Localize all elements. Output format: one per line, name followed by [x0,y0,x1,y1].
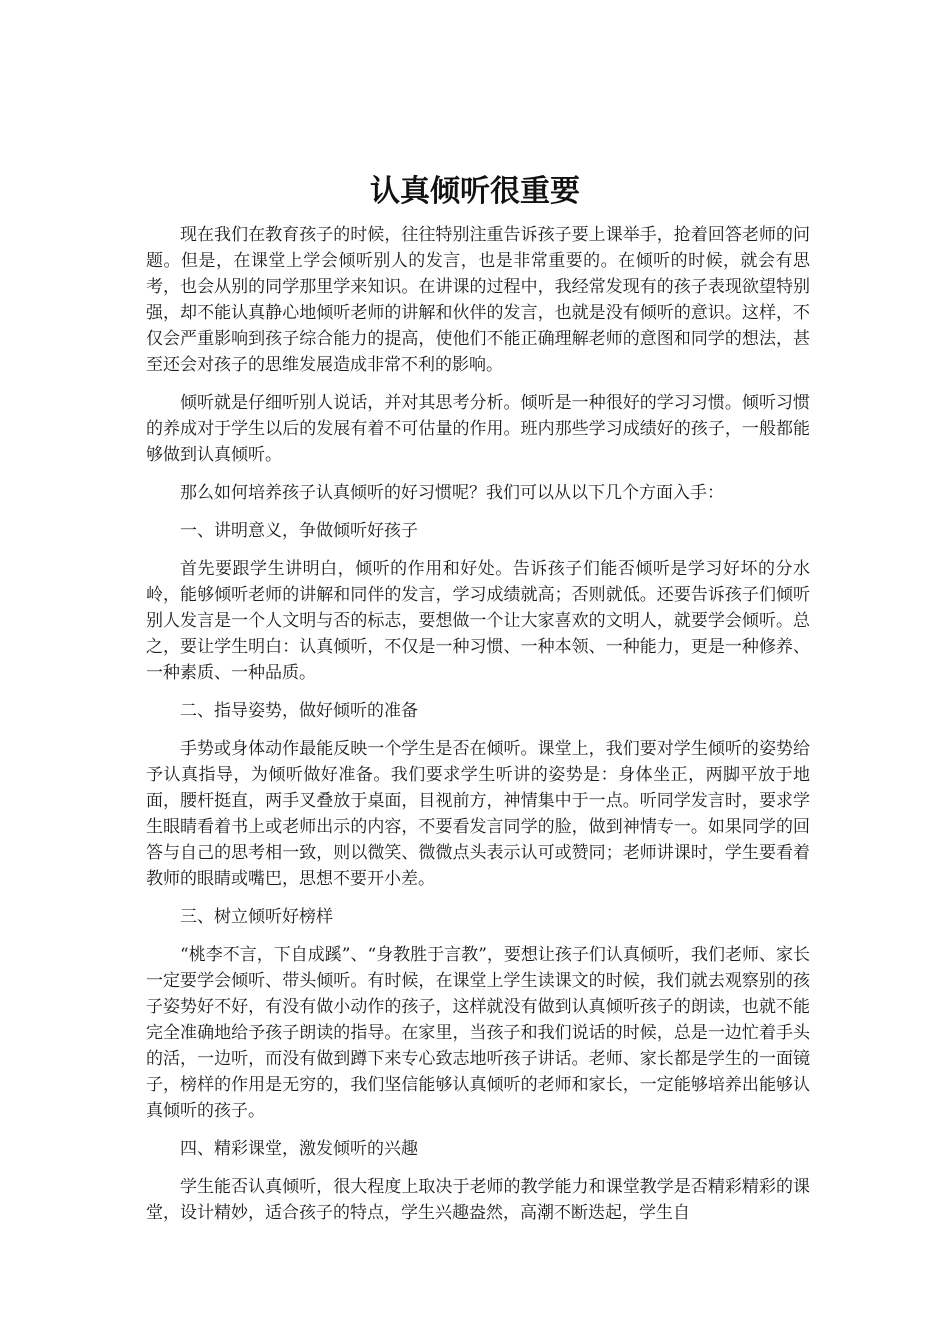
section-heading-1: 一、讲明意义，争做倾听好孩子 [180,521,418,541]
paragraph-section-4: 学生能否认真倾听，很大程度上取决于老师的教学能力和课堂教学是否精彩精彩的课堂，设计精妙，适合孩子的特点，学生兴趣盎然，高潮不断迭起，学生自 [146,1177,810,1223]
document-body [146,222,810,1238]
paragraph-question: 那么如何培养孩子认真倾听的好习惯呢？我们可以从以下几个方面入手： [180,483,724,503]
paragraph-intro: 现在我们在教育孩子的时候，往往特别注重告诉孩子要上课举手，抢着回答老师的问题。但是，在课堂上学会倾听别人的发言，也是非常重要的。在倾听的时候，就会有思考，也会从别的同学那里学来知识。在讲课的过程中，我经常发现有的孩子表现欲望特别强，却不能认真静心地倾听老师的讲解和伙伴的发言，也就是没有倾听的意识。这样，不仅会严重影响到孩子综合能力的提高，使他们不能正确理解老师的意图和同学的想法，甚至还会对孩子的思维发展造成非常不利的影响。 [146,225,810,375]
section-heading-3: 三、树立倾听好榜样 [180,907,333,927]
document-title: 认真倾听很重要 [370,174,580,209]
paragraph-section-1: 首先要跟学生讲明白，倾听的作用和好处。告诉孩子们能否倾听是学习好坏的分水岭，能够倾听老师的讲解和同伴的发言，学习成绩就高；否则就低。还要告诉孩子们倾听别人发言是一个人文明与否的标志，要想做一个让大家喜欢的文明人，就要学会倾听。总之，要让学生明白：认真倾听，不仅是一种习惯、一种本领、一种能力，更是一种修养、一种素质、一种品质。 [146,559,810,683]
section-heading-2: 二、指导姿势，做好倾听的准备 [180,701,418,721]
paragraph-definition: 倾听就是仔细听别人说话，并对其思考分析。倾听是一种很好的学习习惯。倾听习惯的养成对于学生以后的发展有着不可估量的作用。班内那些学习成绩好的孩子，一般都能够做到认真倾听。 [146,393,810,465]
paragraph-section-2: 手势或身体动作最能反映一个学生是否在倾听。课堂上，我们要对学生倾听的姿势给予认真指导，为倾听做好准备。我们要求学生听讲的姿势是：身体坐正，两脚平放于地面，腰杆挺直，两手叉叠放于桌面，目视前方，神情集中于一点。听同学发言时，要求学生眼睛看着书上或老师出示的内容，不要看发言同学的脸，做到神情专一。如果同学的回答与自己的思考相一致，则以微笑、微微点头表示认可或赞同；老师讲课时，学生要看着教师的眼睛或嘴巴，思想不要开小差。 [146,739,810,889]
paragraph-section-3: “桃李不言，下自成蹊”、“身教胜于言教”，要想让孩子们认真倾听，我们老师、家长一定要学会倾听、带头倾听。有时候，在课堂上学生读课文的时候，我们就去观察别的孩子姿势好不好，有没有做小动作的孩子，这样就没有做到认真倾听孩子的朗读，也就不能完全准确地给予孩子朗读的指导。在家里，当孩子和我们说话的时候，总是一边忙着手头的活，一边听，而没有做到蹲下来专心致志地听孩子讲话。老师、家长都是学生的一面镜子，榜样的作用是无穷的，我们坚信能够认真倾听的老师和家长，一定能够培养出能够认真倾听的孩子。 [146,945,810,1121]
section-heading-4: 四、精彩课堂，激发倾听的兴趣 [180,1139,418,1159]
